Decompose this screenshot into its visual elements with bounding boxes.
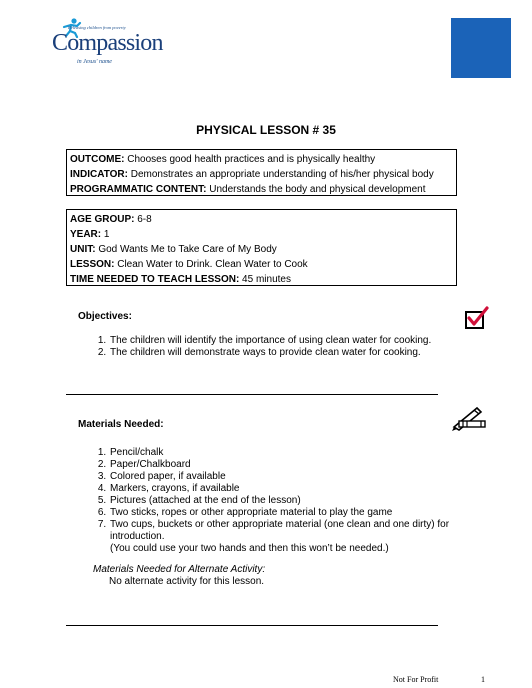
year-row bbox=[70, 227, 453, 242]
row-label: UNIT: bbox=[70, 244, 96, 255]
logo-tagline: Releasing children from poverty bbox=[68, 25, 126, 30]
objectives-heading: Objectives: bbox=[78, 311, 132, 322]
row-text: 45 minutes bbox=[239, 274, 291, 285]
list-item: 3. Colored paper, if available bbox=[109, 471, 459, 483]
row-text: Chooses good health practices and is physically healthy bbox=[124, 154, 376, 165]
lesson-row bbox=[70, 257, 453, 272]
outcome-box bbox=[66, 149, 457, 196]
row-label: YEAR: bbox=[70, 229, 102, 240]
time-needed-row bbox=[70, 272, 453, 287]
page-title: PHYSICAL LESSON # 35 bbox=[196, 123, 336, 137]
row-text: God Wants Me to Take Care of My Body bbox=[95, 244, 277, 255]
list-item: 5. Pictures (attached at the end of the lesson) bbox=[109, 495, 459, 507]
footer-note: Not For Profit bbox=[393, 675, 439, 684]
pencil-crayon-icon bbox=[451, 405, 487, 431]
objectives-list bbox=[92, 335, 459, 359]
list-item: 1. The children will identify the importance of using clean water for cooking. bbox=[109, 335, 459, 347]
indicator-row bbox=[70, 167, 453, 182]
page-number: 1 bbox=[481, 675, 485, 684]
row-text: Clean Water to Drink. Clean Water to Cook bbox=[114, 259, 308, 270]
row-label: TIME NEEDED TO TEACH LESSON: bbox=[70, 274, 240, 285]
alternate-activity-heading: Materials Needed for Alternate Activity: bbox=[93, 564, 266, 575]
checkbox-check-icon bbox=[464, 306, 490, 330]
list-item: 2. Paper/Chalkboard bbox=[109, 459, 459, 471]
blue-corner-patch bbox=[451, 18, 511, 78]
list-item-text: Two cups, buckets or other appropriate material (one clean and one dirty) for introduction. bbox=[110, 519, 450, 542]
section-divider bbox=[66, 625, 438, 626]
row-label: LESSON: bbox=[70, 259, 115, 270]
materials-list bbox=[92, 447, 459, 555]
alternate-activity-text: No alternate activity for this lesson. bbox=[109, 576, 265, 587]
row-text: Demonstrates an appropriate understanding of his/her physical body bbox=[127, 169, 434, 180]
unit-row bbox=[70, 242, 453, 257]
row-label: PROGRAMMATIC CONTENT: bbox=[70, 184, 207, 195]
list-item: 2. The children will demonstrate ways to provide clean water for cooking. bbox=[109, 347, 459, 359]
section-divider bbox=[66, 394, 438, 395]
materials-heading: Materials Needed: bbox=[78, 419, 164, 430]
age-group-row bbox=[70, 212, 453, 227]
lesson-info-box bbox=[66, 209, 457, 286]
logo-subline: in Jesus' name bbox=[77, 59, 112, 65]
programmatic-content-row bbox=[70, 182, 453, 197]
row-text: 1 bbox=[101, 229, 110, 240]
list-item bbox=[109, 519, 459, 555]
compassion-logo bbox=[52, 18, 164, 68]
row-label: OUTCOME: bbox=[70, 154, 125, 165]
list-item: 6. Two sticks, ropes or other appropriate material to play the game bbox=[109, 507, 459, 519]
outcome-row bbox=[70, 152, 453, 167]
row-text: Understands the body and physical development bbox=[206, 184, 426, 195]
row-label: INDICATOR: bbox=[70, 169, 128, 180]
row-text: 6-8 bbox=[134, 214, 152, 225]
row-label: AGE GROUP: bbox=[70, 214, 135, 225]
logo-wordmark: Compassion bbox=[52, 30, 163, 56]
list-item: 1. Pencil/chalk bbox=[109, 447, 459, 459]
list-item-note: (You could use your two hands and then this won’t be needed.) bbox=[110, 543, 389, 554]
list-item: 4. Markers, crayons, if available bbox=[109, 483, 459, 495]
